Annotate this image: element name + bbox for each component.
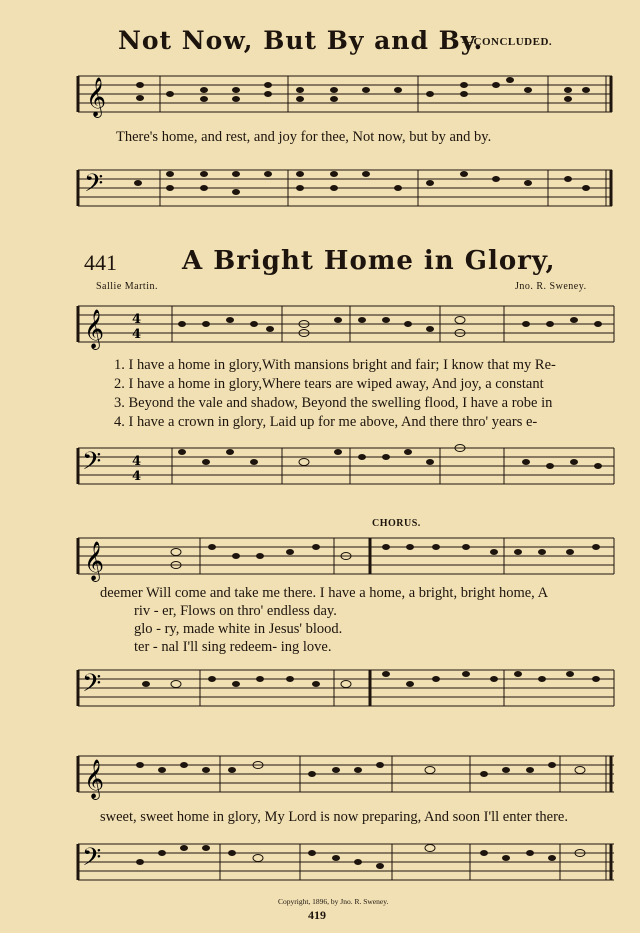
- staff-lines: [78, 76, 612, 112]
- hymn-number: 441: [84, 250, 117, 275]
- svg-text:𝄞: 𝄞: [84, 541, 105, 581]
- system3-lyric: sweet, sweet home in glory, My Lord is now preparing, And soon I'll enter there.: [100, 809, 568, 825]
- prev-song-lyric: There's home, and rest, and joy for thee, Not now, but by and by.: [116, 129, 492, 145]
- page-number: 419: [308, 908, 326, 922]
- system2-lyric-2: riv - er, Flows on thro' endless day.: [134, 603, 337, 619]
- hymn-composer: Jno. R. Sweney.: [515, 281, 587, 292]
- svg-text:4: 4: [132, 454, 142, 469]
- svg-text:4: 4: [132, 312, 142, 327]
- music-staff-s1-bass: [0, 434, 640, 502]
- system2-lyric-3: glo - ry, made white in Jesus' blood.: [134, 621, 343, 637]
- music-staff-s2-bass: [0, 660, 640, 720]
- svg-text:𝄞: 𝄞: [84, 309, 105, 349]
- verse-line-4: 4. I have a crown in glory, Laid up for me above, And there thro' years e-: [114, 414, 538, 430]
- music-staff-s3-treble: [0, 746, 640, 806]
- music-staff-prev-treble: [0, 66, 640, 126]
- svg-text:4: 4: [132, 327, 142, 342]
- hymn-author: Sallie Martin.: [96, 281, 158, 292]
- svg-text:𝄢: 𝄢: [82, 669, 102, 704]
- music-staff-s3-bass: [0, 834, 640, 894]
- bass-clef-icon: 𝄢: [84, 169, 104, 204]
- treble-clef-icon: 𝄞: [86, 77, 107, 117]
- notes: [136, 77, 590, 102]
- system2-lyric-1: deemer Will come and take me there. I have a home, a bright, bright home, A: [100, 585, 549, 601]
- system2-lyric-4: ter - nal I'll sing redeem- ing love.: [134, 639, 332, 655]
- verse-line-2: 2. I have a home in glory,Where tears are wiped away, And joy, a constant: [114, 376, 544, 392]
- music-staff-s2-treble: [0, 528, 640, 588]
- hymn-title: A Bright Home in Glory,: [182, 246, 556, 276]
- svg-text:4: 4: [132, 469, 142, 484]
- copyright-notice: Copyright, 1896, by Jno. R. Sweney.: [278, 897, 389, 906]
- svg-text:𝄢: 𝄢: [82, 447, 102, 482]
- music-staff-s1-treble: [0, 296, 640, 356]
- page-header-suffix: —CONCLUDED.: [462, 36, 553, 48]
- svg-text:𝄢: 𝄢: [82, 843, 102, 878]
- verse-line-1: 1. I have a home in glory,With mansions bright and fair; I know that my Re-: [114, 357, 556, 373]
- verse-line-3: 3. Beyond the vale and shadow, Beyond the swelling flood, I have a robe in: [114, 395, 553, 411]
- page-header-title: Not Now, But By and By.: [118, 26, 484, 55]
- music-staff-prev-bass: [0, 160, 640, 220]
- svg-text:𝄞: 𝄞: [84, 759, 105, 799]
- chorus-label: CHORUS.: [372, 518, 421, 529]
